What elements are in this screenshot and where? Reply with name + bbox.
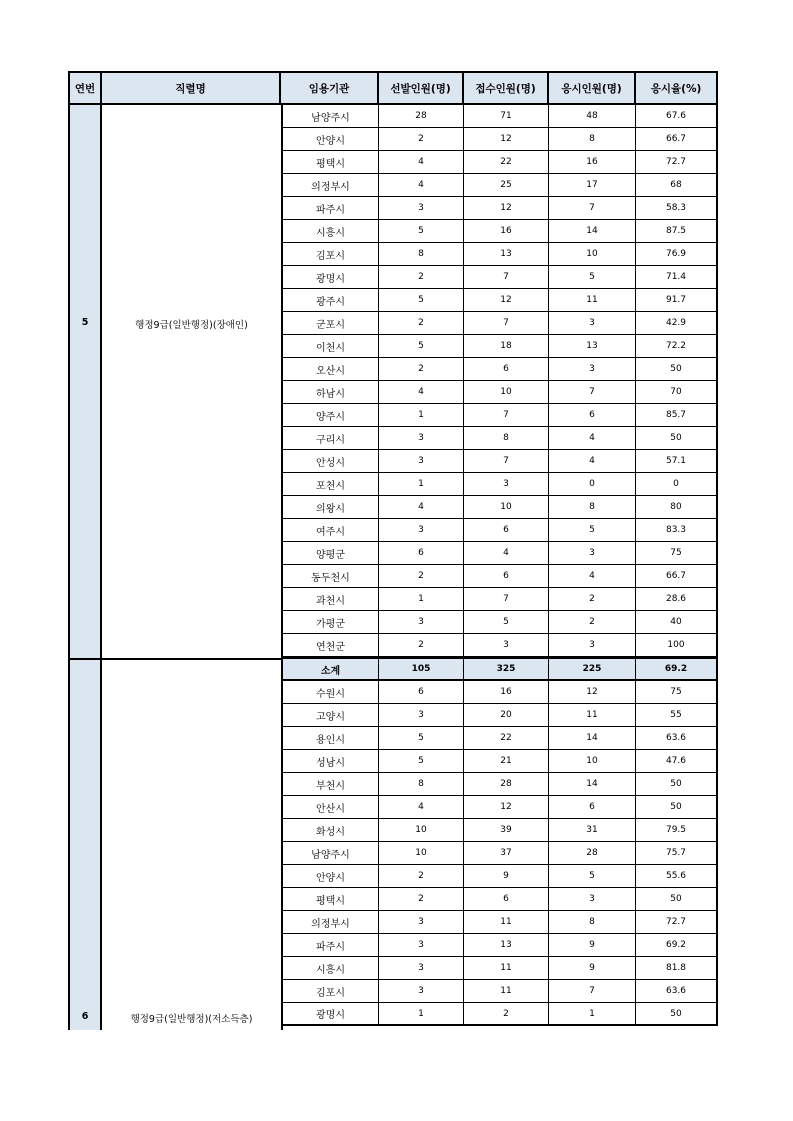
selected-cell: 5 [379,289,464,311]
selected-cell: 2 [379,128,464,150]
selected-cell: 4 [379,496,464,518]
selected-cell: 3 [379,450,464,472]
applied-cell: 325 [464,659,549,679]
applied-cell: 8 [464,427,549,449]
selected-cell: 3 [379,704,464,726]
selected-cell: 5 [379,220,464,242]
attended-cell: 31 [549,819,636,841]
applied-cell: 7 [464,450,549,472]
applied-cell: 13 [464,934,549,956]
applied-cell: 28 [464,773,549,795]
selected-cell: 4 [379,381,464,403]
attended-cell: 5 [549,865,636,887]
agency-cell: 구리시 [281,427,379,449]
attended-cell: 7 [549,197,636,219]
table-row [281,404,718,427]
applied-cell: 6 [464,565,549,587]
selected-cell: 1 [379,588,464,610]
attended-cell: 8 [549,128,636,150]
header-selected: 선발인원(명) [379,71,464,105]
agency-cell: 군포시 [281,312,379,334]
data-rows [281,105,718,1026]
selected-cell: 4 [379,174,464,196]
applied-cell: 25 [464,174,549,196]
agency-cell: 화성시 [281,819,379,841]
header-title: 직렬명 [102,71,281,105]
attended-cell: 8 [549,911,636,933]
table-row [281,151,718,174]
rate-cell: 67.6 [636,105,718,127]
attended-cell: 5 [549,519,636,541]
table-row [281,611,718,634]
table-row [281,496,718,519]
selected-cell: 105 [379,659,464,679]
agency-cell: 남양주시 [281,842,379,864]
table-row [281,819,718,842]
table-row [281,565,718,588]
rate-cell: 55 [636,704,718,726]
attended-cell: 6 [549,796,636,818]
agency-cell: 여주시 [281,519,379,541]
rate-cell: 63.6 [636,980,718,1002]
agency-cell: 김포시 [281,243,379,265]
agency-cell: 파주시 [281,934,379,956]
applied-cell: 22 [464,151,549,173]
table-row [281,220,718,243]
attended-cell: 4 [549,565,636,587]
attended-cell: 6 [549,404,636,426]
agency-cell: 광주시 [281,289,379,311]
selected-cell: 3 [379,934,464,956]
agency-cell: 안성시 [281,450,379,472]
table-row [281,980,718,1003]
agency-cell: 연천군 [281,634,379,656]
applied-cell: 3 [464,634,549,656]
table-row [281,865,718,888]
table-row [281,358,718,381]
applied-cell: 12 [464,289,549,311]
attended-cell: 12 [549,681,636,703]
agency-cell: 부천시 [281,773,379,795]
header-attended: 응시인원(명) [549,71,636,105]
table-row [281,911,718,934]
agency-cell: 파주시 [281,197,379,219]
attended-cell: 7 [549,381,636,403]
attended-cell: 2 [549,588,636,610]
attended-cell: 11 [549,704,636,726]
attended-cell: 2 [549,611,636,633]
applied-cell: 21 [464,750,549,772]
rate-cell: 87.5 [636,220,718,242]
agency-cell: 시흥시 [281,220,379,242]
applied-cell: 12 [464,796,549,818]
rate-cell: 80 [636,496,718,518]
agency-cell: 성남시 [281,750,379,772]
applied-cell: 6 [464,358,549,380]
agency-cell: 하남시 [281,381,379,403]
selected-cell: 5 [379,335,464,357]
applied-cell: 39 [464,819,549,841]
recruitment-table [68,71,718,1028]
table-row [281,197,718,220]
applied-cell: 12 [464,128,549,150]
attended-cell: 4 [549,427,636,449]
block-5-number-cell [68,103,102,660]
table-row [281,312,718,335]
selected-cell: 2 [379,266,464,288]
applied-cell: 20 [464,704,549,726]
applied-cell: 10 [464,381,549,403]
table-row [281,289,718,312]
agency-cell: 평택시 [281,888,379,910]
rate-cell: 50 [636,427,718,449]
applied-cell: 22 [464,727,549,749]
rate-cell: 0 [636,473,718,495]
table-row [281,542,718,565]
attended-cell: 7 [549,980,636,1002]
rate-cell: 50 [636,358,718,380]
selected-cell: 10 [379,842,464,864]
applied-cell: 18 [464,335,549,357]
selected-cell: 4 [379,796,464,818]
agency-cell: 과천시 [281,588,379,610]
selected-cell: 6 [379,542,464,564]
table-row [281,473,718,496]
table-row [281,888,718,911]
applied-cell: 6 [464,888,549,910]
rate-cell: 40 [636,611,718,633]
rate-cell: 71.4 [636,266,718,288]
table-row [281,266,718,289]
agency-cell: 평택시 [281,151,379,173]
table-row [281,934,718,957]
attended-cell: 11 [549,289,636,311]
attended-cell: 8 [549,496,636,518]
attended-cell: 10 [549,750,636,772]
applied-cell: 9 [464,865,549,887]
selected-cell: 3 [379,197,464,219]
attended-cell: 10 [549,243,636,265]
selected-cell: 3 [379,980,464,1002]
attended-cell: 3 [549,358,636,380]
applied-cell: 7 [464,588,549,610]
selected-cell: 2 [379,565,464,587]
agency-cell: 용인시 [281,727,379,749]
rate-cell: 57.1 [636,450,718,472]
rate-cell: 83.3 [636,519,718,541]
table-row [281,681,718,704]
rate-cell: 91.7 [636,289,718,311]
table-row [281,750,718,773]
table-row [281,796,718,819]
block-5-title-cell [100,103,283,660]
attended-cell: 9 [549,934,636,956]
agency-cell: 의정부시 [281,911,379,933]
attended-cell: 14 [549,727,636,749]
selected-cell: 5 [379,750,464,772]
attended-cell: 3 [549,312,636,334]
table-row [281,450,718,473]
table-row [281,727,718,750]
agency-cell: 동두천시 [281,565,379,587]
agency-cell: 남양주시 [281,105,379,127]
selected-cell: 2 [379,634,464,656]
rate-cell: 85.7 [636,404,718,426]
agency-cell: 안양시 [281,865,379,887]
agency-cell: 광명시 [281,1003,379,1024]
selected-cell: 2 [379,358,464,380]
rate-cell: 50 [636,888,718,910]
attended-cell: 13 [549,335,636,357]
agency-cell: 안산시 [281,796,379,818]
attended-cell: 3 [549,634,636,656]
agency-cell: 김포시 [281,980,379,1002]
rate-cell: 75.7 [636,842,718,864]
selected-cell: 3 [379,957,464,979]
block-6-number-cell [68,658,102,1030]
rate-cell: 79.5 [636,819,718,841]
header-no: 연번 [68,71,102,105]
selected-cell: 2 [379,888,464,910]
attended-cell: 0 [549,473,636,495]
selected-cell: 10 [379,819,464,841]
selected-cell: 8 [379,243,464,265]
rate-cell: 76.9 [636,243,718,265]
selected-cell: 8 [379,773,464,795]
selected-cell: 3 [379,611,464,633]
selected-cell: 5 [379,727,464,749]
attended-cell: 48 [549,105,636,127]
table-row [281,704,718,727]
selected-cell: 2 [379,865,464,887]
applied-cell: 7 [464,266,549,288]
table-row [281,957,718,980]
rate-cell: 75 [636,681,718,703]
applied-cell: 37 [464,842,549,864]
selected-cell: 6 [379,681,464,703]
applied-cell: 13 [464,243,549,265]
attended-cell: 9 [549,957,636,979]
selected-cell: 4 [379,151,464,173]
table-row [281,174,718,197]
rate-cell: 50 [636,773,718,795]
agency-cell: 안양시 [281,128,379,150]
rate-cell: 66.7 [636,128,718,150]
rate-cell: 63.6 [636,727,718,749]
block-number: 5 [81,317,89,328]
rate-cell: 100 [636,634,718,656]
attended-cell: 16 [549,151,636,173]
applied-cell: 7 [464,404,549,426]
agency-cell: 시흥시 [281,957,379,979]
applied-cell: 71 [464,105,549,127]
rate-cell: 42.9 [636,312,718,334]
table-row [281,634,718,657]
selected-cell: 1 [379,473,464,495]
table-row [281,519,718,542]
rate-cell: 47.6 [636,750,718,772]
header-rate: 응시율(%) [636,71,718,105]
table-row [281,243,718,266]
attended-cell: 4 [549,450,636,472]
applied-cell: 11 [464,911,549,933]
table-row [281,427,718,450]
applied-cell: 11 [464,957,549,979]
agency-cell: 수원시 [281,681,379,703]
table-row [281,842,718,865]
rate-cell: 70 [636,381,718,403]
selected-cell: 2 [379,312,464,334]
applied-cell: 16 [464,681,549,703]
rate-cell: 72.7 [636,151,718,173]
applied-cell: 7 [464,312,549,334]
attended-cell: 225 [549,659,636,679]
block-title: 행정9급(일반행정)(장애인) [135,320,248,331]
selected-cell: 3 [379,911,464,933]
table-row [281,128,718,151]
rate-cell: 66.7 [636,565,718,587]
agency-cell: 이천시 [281,335,379,357]
rate-cell: 69.2 [636,659,718,679]
header-applied: 접수인원(명) [464,71,549,105]
agency-cell: 의정부시 [281,174,379,196]
block-6-title-cell [100,658,283,1030]
rate-cell: 69.2 [636,934,718,956]
table-row [281,588,718,611]
block-number: 6 [81,1011,89,1022]
table-row [281,381,718,404]
attended-cell: 3 [549,888,636,910]
rate-cell: 72.7 [636,911,718,933]
subtotal-row [281,657,718,681]
selected-cell: 3 [379,427,464,449]
applied-cell: 11 [464,980,549,1002]
agency-cell: 양주시 [281,404,379,426]
selected-cell: 1 [379,404,464,426]
table-row [281,1003,718,1026]
attended-cell: 1 [549,1003,636,1024]
agency-cell: 고양시 [281,704,379,726]
rate-cell: 81.8 [636,957,718,979]
applied-cell: 3 [464,473,549,495]
header-agency: 임용기관 [281,71,379,105]
applied-cell: 5 [464,611,549,633]
agency-cell: 포천시 [281,473,379,495]
rate-cell: 28.6 [636,588,718,610]
agency-cell: 광명시 [281,266,379,288]
rate-cell: 75 [636,542,718,564]
selected-cell: 28 [379,105,464,127]
rate-cell: 50 [636,1003,718,1024]
attended-cell: 3 [549,542,636,564]
rate-cell: 50 [636,796,718,818]
applied-cell: 6 [464,519,549,541]
rate-cell: 58.3 [636,197,718,219]
agency-cell: 양평군 [281,542,379,564]
table-row [281,773,718,796]
attended-cell: 5 [549,266,636,288]
agency-cell: 소계 [281,659,379,679]
attended-cell: 14 [549,220,636,242]
applied-cell: 4 [464,542,549,564]
rate-cell: 55.6 [636,865,718,887]
table-row [281,335,718,358]
agency-cell: 가평군 [281,611,379,633]
rate-cell: 72.2 [636,335,718,357]
rate-cell: 68 [636,174,718,196]
applied-cell: 2 [464,1003,549,1024]
selected-cell: 1 [379,1003,464,1024]
table-row [281,105,718,128]
agency-cell: 의왕시 [281,496,379,518]
applied-cell: 12 [464,197,549,219]
applied-cell: 10 [464,496,549,518]
applied-cell: 16 [464,220,549,242]
attended-cell: 14 [549,773,636,795]
agency-cell: 오산시 [281,358,379,380]
attended-cell: 28 [549,842,636,864]
attended-cell: 17 [549,174,636,196]
block-title: 행정9급(일반행정)(저소득층) [130,1014,253,1025]
selected-cell: 3 [379,519,464,541]
